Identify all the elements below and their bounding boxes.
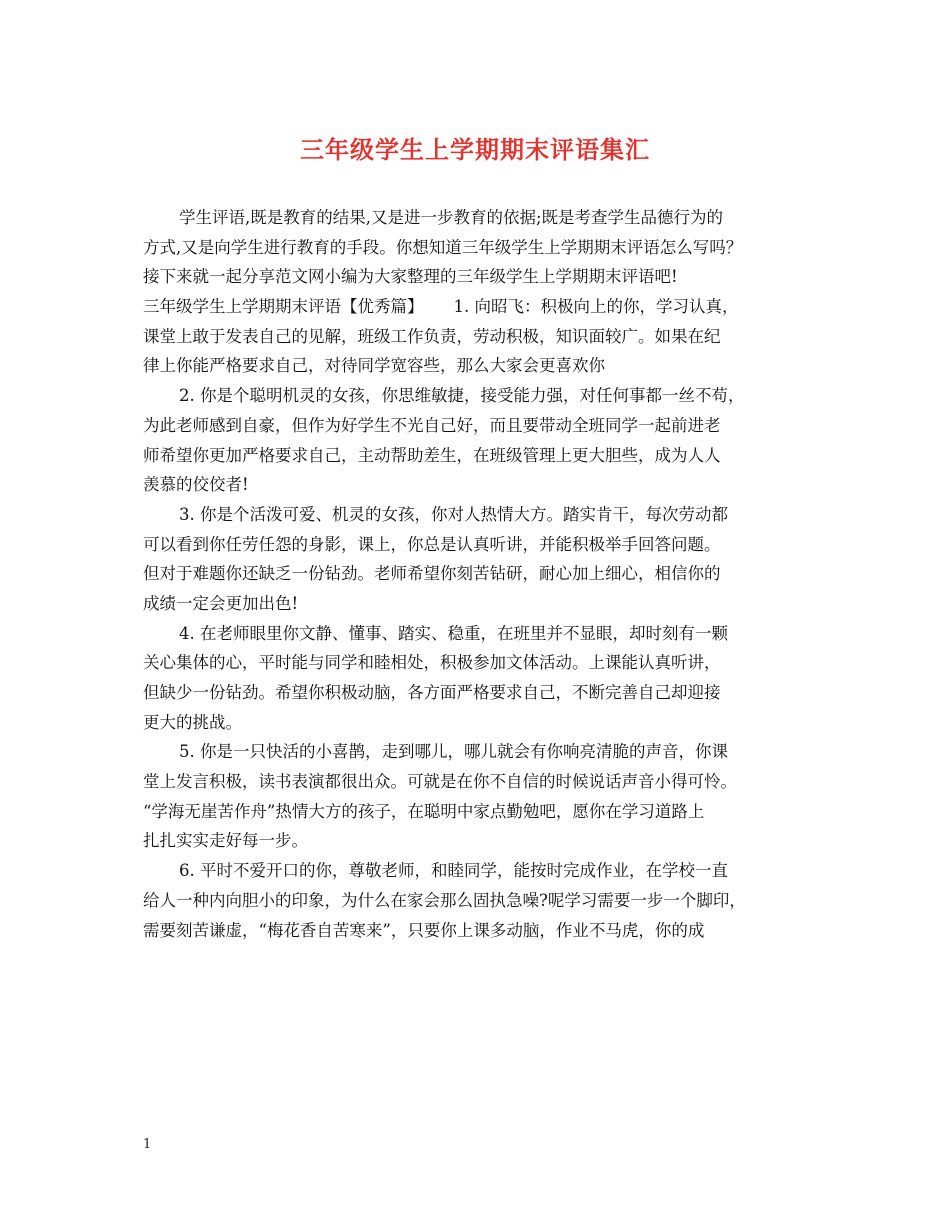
- body-line: “学海无崖苦作舟”热情大方的孩子，在聪明中家点勤勉吧，愿你在学习道路上: [143, 801, 705, 821]
- body-line: 给人一种内向胆小的印象，为什么在家会那么固执急噪?呢学习需要一步一个脚印，: [143, 890, 746, 910]
- page-number: 1: [143, 1137, 152, 1152]
- body-line: 师希望你更加严格要求自己，主动帮助差生，在班级管理上更大胆些，成为人人: [143, 445, 721, 465]
- body-line: 更大的挑战。: [143, 712, 242, 732]
- body-line: 4. 在老师眼里你文静、懂事、踏实、稳重，在班里并不显眼，却时刻有一颗: [179, 623, 728, 643]
- body-line: 但缺少一份钻劲。希望你积极动脑，各方面严格要求自己，不断完善自己却迎接: [143, 683, 721, 702]
- body-line: 3. 你是个活泼可爱、机灵的女孩，你对人热情大方。踏实肯干，每次劳动都: [179, 504, 728, 524]
- body-line-with-heading: [143, 292, 823, 322]
- body-line: 为此老师感到自豪，但作为好学生不光自己好，而且要带动全班同学一起前进老: [143, 415, 721, 435]
- body-line: 方式,又是向学生进行教育的手段。你想知道三年级学生上学期期末评语怎么写吗？: [143, 237, 743, 257]
- body-line: 扎扎实实走好每一步。: [143, 831, 308, 851]
- body-line: 律上你能严格要求自己，对待同学宽容些，那么大家会更喜欢你: [143, 356, 605, 376]
- section-heading: 三年级学生上学期期末评语【优秀篇】: [143, 297, 424, 317]
- body-line: 羡慕的佼佼者!: [143, 475, 249, 495]
- body-line: 2. 你是个聪明机灵的女孩，你思维敏捷，接受能力强，对任何事都一丝不苟，: [179, 386, 745, 406]
- document-title: 三年级学生上学期期末评语集汇: [300, 135, 650, 164]
- body-line: 6. 平时不爱开口的你，尊敬老师，和睦同学，能按时完成作业，在学校一直: [179, 861, 728, 881]
- body-line: 可以看到你任劳任怨的身影，课上，你总是认真听讲，并能积极举手回答问题。: [143, 534, 721, 554]
- body-line: 成绩一定会更加出色!: [143, 593, 299, 613]
- body-line: 需要刻苦谦虚，“梅花香自苦寒来”，只要你上课多动脑，作业不马虎，你的成: [143, 920, 705, 940]
- body-line: 关心集体的心，平时能与同学和睦相处，积极参加文体活动。上课能认真听讲，: [143, 653, 721, 673]
- body-line: 但对于难题你还缺乏一份钻劲。老师希望你刻苦钻研，耐心加上细心，相信你的: [143, 564, 721, 584]
- document-body: [143, 203, 823, 945]
- body-text: 1. 向昭飞：积极向上的你，学习认真，: [453, 297, 739, 317]
- body-line: 课堂上敢于发表自己的见解，班级工作负责，劳动积极，知识面较广。如果在纪: [143, 326, 721, 346]
- body-line: 学生评语,既是教育的结果,又是进一步教育的依据;既是考查学生品德行为的: [179, 208, 724, 227]
- body-line: 接下来就一起分享范文网小编为大家整理的三年级学生上学期期末评语吧!: [143, 267, 678, 287]
- body-line: 5. 你是一只快活的小喜鹊，走到哪儿，哪儿就会有你响亮清脆的声音，你课: [179, 742, 728, 762]
- body-line: 堂上发言积极，读书表演都很出众。可就是在你不自信的时候说话声音小得可怜。: [143, 772, 737, 792]
